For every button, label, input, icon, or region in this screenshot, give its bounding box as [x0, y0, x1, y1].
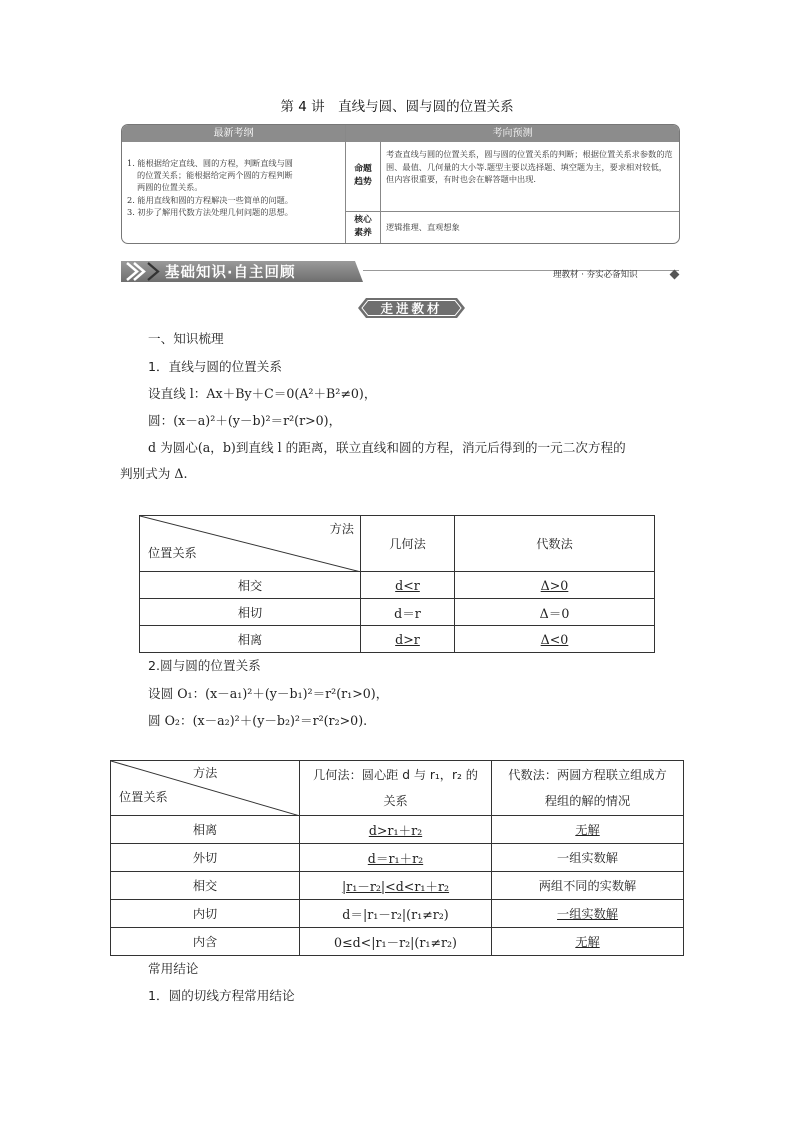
- outline-item-1: 1. 能根据给定直线、圆的方程，判断直线与圆: [127, 158, 293, 168]
- discriminant-line: 判别式为 Δ.: [120, 466, 188, 481]
- table-row-alg: 无解: [492, 816, 684, 844]
- table-row-alg: 无解: [492, 928, 684, 956]
- table1-col-alg: 代数法: [455, 516, 655, 572]
- table-row-alg: Δ>0: [455, 572, 655, 599]
- diamond-icon: [670, 270, 680, 280]
- table2-col-geo: 几何法：圆心距 d 与 r₁，r₂ 的 关系: [300, 761, 492, 816]
- table-row-name: 内含: [111, 928, 300, 956]
- outline-item-1-cont: 的位置关系；能根据给定两个圆的方程判断: [137, 170, 293, 181]
- table-row-alg: Δ＝0: [455, 599, 655, 626]
- table-row-geo: d＝r: [361, 599, 455, 626]
- table2-col-alg: 代数法：两圆方程联立组成方 程组的解的情况: [492, 761, 684, 816]
- outline-right-header: 考向预测: [346, 125, 679, 142]
- banner-title: 基础知识·自主回顾: [165, 265, 296, 281]
- table-row-alg: 一组实数解: [492, 844, 684, 872]
- table-row-geo: d<r: [361, 572, 455, 599]
- table-row-geo: d＝|r₁－r₂|(r₁≠r₂): [300, 900, 492, 928]
- tangent-conclusion-heading: 1．圆的切线方程常用结论: [148, 988, 295, 1003]
- outline-left-list: [127, 157, 341, 218]
- table1-col-geo: 几何法: [361, 516, 455, 572]
- trend-label: 命题趋势: [354, 164, 372, 187]
- distance-paragraph: d 为圆心(a，b)到直线 l 的距离，联立直线和圆的方程，消元后得到的一元二次方程的: [148, 440, 626, 455]
- page-title: 第 4 讲 直线与圆、圆与圆的位置关系: [280, 99, 514, 115]
- table-row-geo: |r₁－r₂|<d<r₁＋r₂: [300, 872, 492, 900]
- outline-box: [121, 124, 680, 244]
- outline-item-2: 2. 能用直线和圆的方程解决一些简单的问题。: [127, 194, 293, 205]
- table2-header-corner: [111, 761, 300, 816]
- table2-method-label: 方法: [193, 766, 218, 780]
- outline-left-header: 最新考纲: [122, 125, 345, 142]
- table-row-name: 相切: [140, 599, 361, 626]
- outline-item-3: 3. 初步了解用代数方法处理几何问题的思想。: [127, 206, 293, 217]
- line-circle-heading: 1．直线与圆的位置关系: [148, 359, 282, 374]
- walk-into-textbook-label: 走进教材: [356, 296, 467, 320]
- core-text: 逻辑推理、直观想象: [386, 222, 460, 232]
- knowledge-heading: 一、知识梳理: [148, 331, 224, 346]
- table-row-alg: 一组实数解: [492, 900, 684, 928]
- table-row-geo: d>r: [361, 626, 455, 653]
- table2-relation-label: 位置关系: [119, 790, 168, 804]
- line-equation: 设直线 l：Ax＋By＋C＝0(A²＋B²≠0)，: [148, 386, 377, 401]
- table-row-name: 相交: [111, 872, 300, 900]
- circle-circle-table: [110, 760, 684, 956]
- outline-row-divider: [346, 211, 679, 212]
- table-row-geo: 0≤d<|r₁－r₂|(r₁≠r₂): [300, 928, 492, 956]
- trend-text: 考查直线与圆的位置关系，圆与圆的位置关系的判断；根据位置关系求参数的范围、最值、几何量的大小等.题型主要以选择题、填空题为主，要求相对较低，但内容很重要，有时也会在解答题中出现.: [386, 149, 673, 185]
- circle-o2-equation: 圆 O₂：(x－a₂)²＋(y－b₂)²＝r²(r₂>0).: [148, 713, 368, 728]
- table-row-name: 内切: [111, 900, 300, 928]
- core-label: 核心素养: [354, 215, 372, 238]
- table1-header-corner: [140, 516, 361, 572]
- table-row-name: 相交: [140, 572, 361, 599]
- conclusions-heading: 常用结论: [148, 961, 199, 976]
- circle-circle-heading: 2.圆与圆的位置关系: [148, 658, 261, 673]
- table-row-name: 相离: [140, 626, 361, 653]
- table-row-alg: 两组不同的实数解: [492, 872, 684, 900]
- table1-relation-label: 位置关系: [148, 546, 197, 560]
- table-row-alg: Δ<0: [455, 626, 655, 653]
- table-row-geo: d>r₁＋r₂: [300, 816, 492, 844]
- outline-inner-divider: [380, 142, 381, 243]
- section-banner: [121, 258, 363, 283]
- line-circle-table: [139, 515, 655, 653]
- table-row-name: 相离: [111, 816, 300, 844]
- banner-right-text: 理教材 · 夯实必备知识: [553, 270, 638, 280]
- table-row-name: 外切: [111, 844, 300, 872]
- circle-o1-equation: 设圆 O₁：(x－a₁)²＋(y－b₁)²＝r²(r₁>0)，: [148, 686, 389, 701]
- outline-item-1-cont2: 两圆的位置关系。: [137, 182, 203, 193]
- table-row-geo: d＝r₁＋r₂: [300, 844, 492, 872]
- outline-divider: [345, 125, 346, 243]
- circle-equation: 圆：(x－a)²＋(y－b)²＝r²(r>0)，: [148, 413, 342, 428]
- table1-method-label: 方法: [329, 522, 354, 536]
